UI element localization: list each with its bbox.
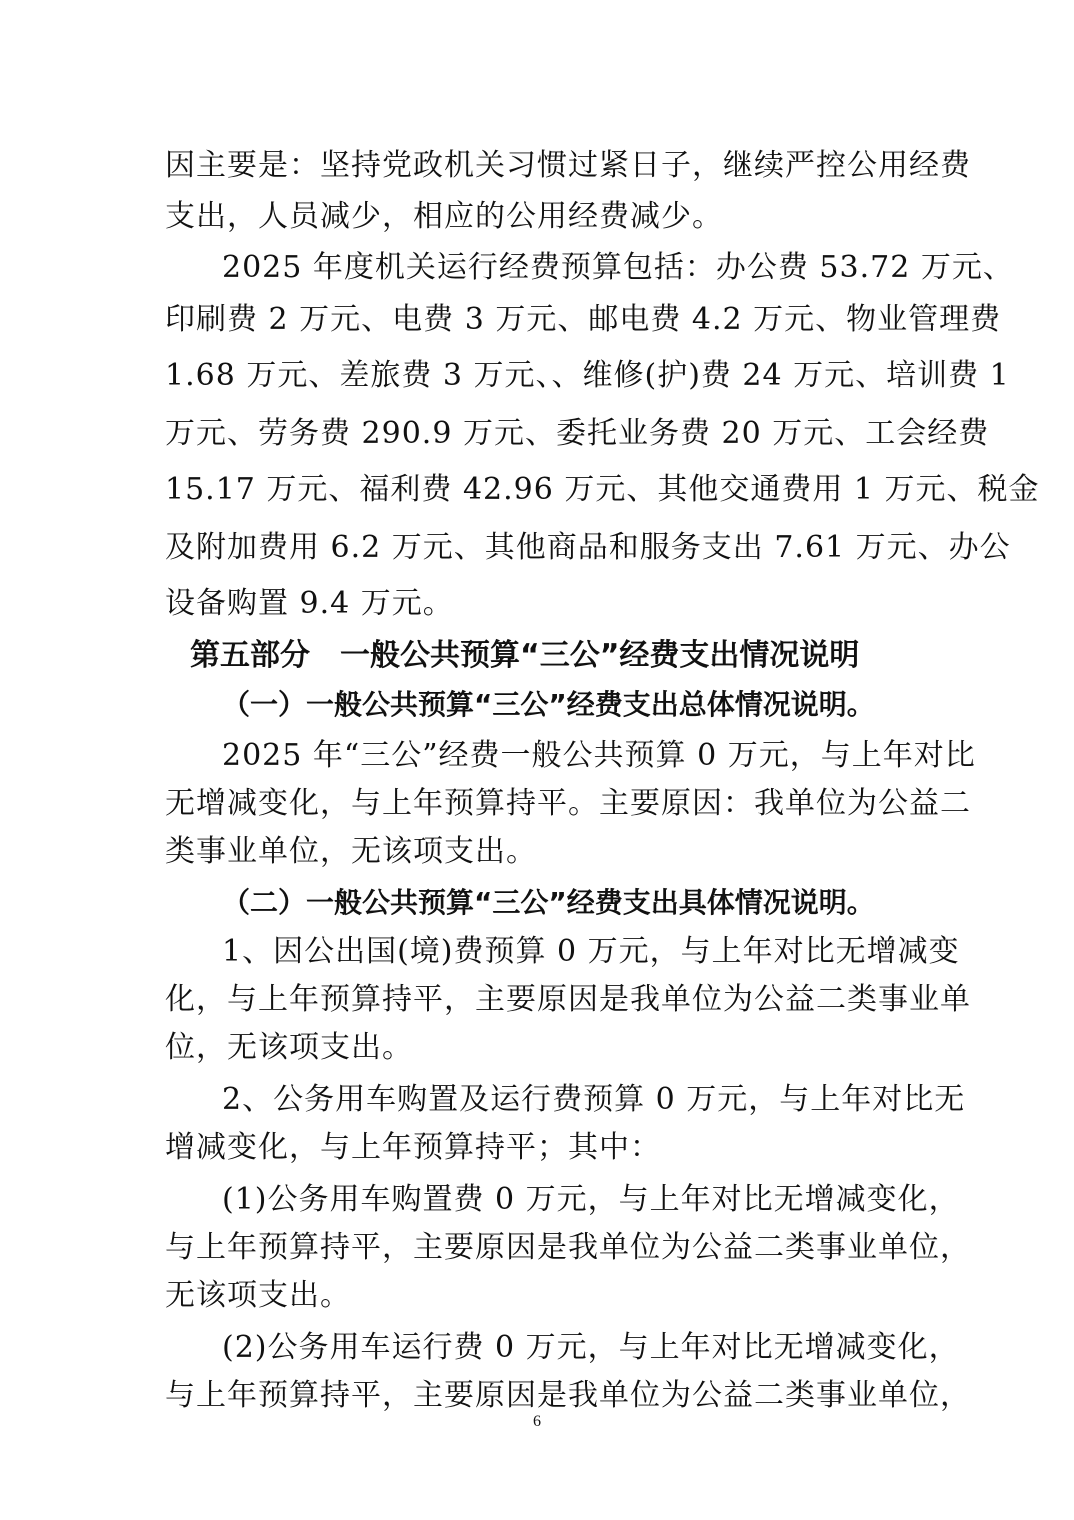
text-line: 增减变化，与上年预算持平；其中：: [165, 1130, 661, 1165]
text-line: 因主要是：坚持党政机关习惯过紧日子，继续严控公用经费: [165, 148, 971, 183]
subsection-heading: （一）一般公共预算“三公”经费支出总体情况说明。: [222, 688, 875, 721]
text-line: 支出，人员减少，相应的公用经费减少。: [165, 199, 723, 234]
text-line: 无增减变化，与上年预算持平。主要原因：我单位为公益二: [165, 786, 971, 821]
text-line: (1)公务用车购置费 0 万元，与上年对比无增减变化，: [222, 1182, 960, 1217]
text-line: 与上年预算持平，主要原因是我单位为公益二类事业单位，: [165, 1378, 971, 1413]
text-line: 设备购置 9.4 万元。: [165, 586, 454, 621]
text-line: 万元、劳务费 290.9 万元、委托业务费 20 万元、工会经费: [165, 416, 990, 451]
page-number: 6: [533, 1413, 541, 1430]
text-line: 及附加费用 6.2 万元、其他商品和服务支出 7.61 万元、办公: [165, 530, 1011, 565]
text-line: 1、因公出国(境)费预算 0 万元，与上年对比无增减变: [222, 934, 960, 969]
text-line: 2025 年度机关运行经费预算包括：办公费 53.72 万元、: [222, 250, 1014, 285]
text-line: 与上年预算持平，主要原因是我单位为公益二类事业单位，: [165, 1230, 971, 1265]
text-line: 化，与上年预算持平，主要原因是我单位为公益二类事业单: [165, 982, 971, 1017]
subsection-heading: （二）一般公共预算“三公”经费支出具体情况说明。: [222, 886, 875, 919]
text-line: 2025 年“三公”经费一般公共预算 0 万元，与上年对比: [222, 738, 976, 773]
text-line: 2、公务用车购置及运行费预算 0 万元，与上年对比无: [222, 1082, 966, 1117]
section-heading: 第五部分 一般公共预算“三公”经费支出情况说明: [190, 638, 860, 673]
text-line: 无该项支出。: [165, 1278, 351, 1313]
text-line: 印刷费 2 万元、电费 3 万元、邮电费 4.2 万元、物业管理费: [165, 302, 1002, 337]
text-line: 位，无该项支出。: [165, 1030, 413, 1065]
text-line: (2)公务用车运行费 0 万元，与上年对比无增减变化，: [222, 1330, 960, 1365]
text-line: 1.68 万元、差旅费 3 万元、、维修(护)费 24 万元、培训费 1: [165, 358, 1010, 393]
text-line: 类事业单位，无该项支出。: [165, 834, 537, 869]
text-line: 15.17 万元、福利费 42.96 万元、其他交通费用 1 万元、税金: [165, 472, 1040, 507]
